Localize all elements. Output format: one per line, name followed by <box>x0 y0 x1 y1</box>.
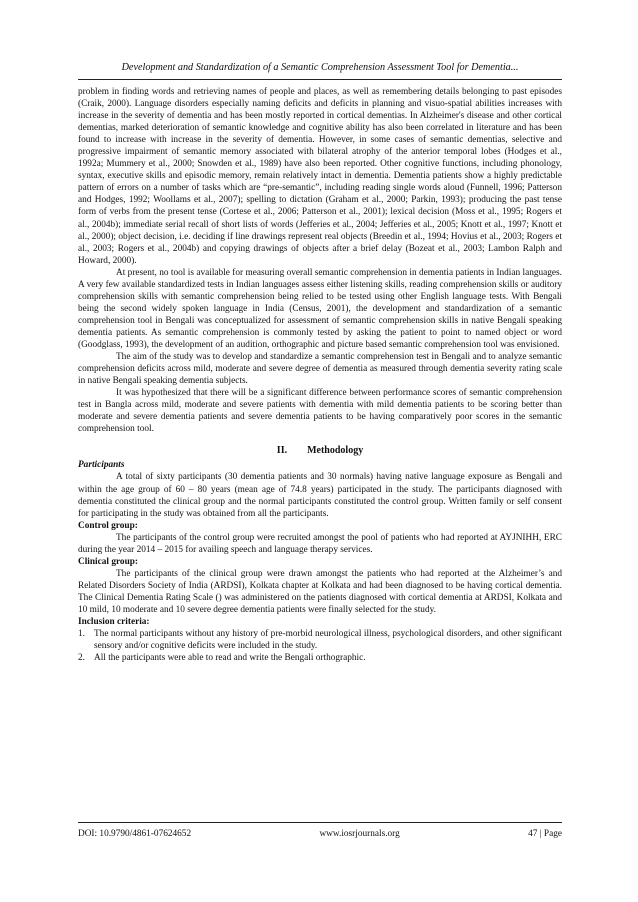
list-item-text: All the participants were able to read and write the Bengali orthographic. <box>94 653 366 664</box>
body-paragraph-4: It was hypothesized that there will be a significant difference between performance scores of semantic comprehension test in Bangla across mild, moderate and severe patients with dementia with mild dementia patients to be scoring better than moderate and severe dementia patients and severe dementia patients to be having comparatively poor scores in the semantic comprehension tool. <box>78 388 562 435</box>
inclusion-criteria-list <box>78 628 562 664</box>
participants-heading: Participants <box>78 460 125 471</box>
footer-page-number: 47 | Page <box>528 829 562 839</box>
footer-divider <box>78 822 562 823</box>
list-item-number: 2. <box>78 653 85 664</box>
footer-doi: DOI: 10.9790/4861-07624652 <box>78 829 192 839</box>
section-heading-methodology: II. Methodology <box>276 445 364 457</box>
running-header: Development and Standardization of a Semantic Comprehension Assessment Tool for Dementia... <box>121 62 519 73</box>
list-item <box>78 652 562 664</box>
body-paragraph-3: The aim of the study was to develop and standardize a semantic comprehension test in Bengali and to analyze semantic comprehension deficits across mild, moderate and severe degree of dementia as measured through dementia severity rating scale in native Bengali speaking dementia subjects. <box>78 352 562 387</box>
participants-paragraph: A total of sixty participants (30 dementia patients and 30 normals) having native language exposure as Bengali and within the age group of 60 – 80 years (mean age of 74.8 years) participated in the study. The participants diagnosed with dementia constituted the clinical group and the normal participants constituted the control group. Written family or self consent for participating in the study was obtained from all the participants. <box>78 472 562 519</box>
control-group-paragraph: The participants of the control group were recruited amongst the pool of patients who had reported at AYJNIHH, ERC during the year 2014 – 2015 for availing speech and language therapy services. <box>78 532 562 555</box>
clinical-group-paragraph: The participants of the clinical group were drawn amongst the patients who had reported at the Alzheimer’s and Related Disorders Society of India (ARDSI), Kolkata chapter at Kolkata and had been diagnosed to be having cortical dementia. The Clinical Dementia Rating Scale () was administered on the patients diagnosed with cortical dementia at ARDSI, Kolkata and 10 mild, 10 moderate and 10 severe degree dementia patients were finally selected for the study. <box>78 568 562 615</box>
list-item <box>78 628 562 652</box>
control-group-heading: Control group: <box>78 520 138 531</box>
page-footer <box>78 829 562 839</box>
header-divider <box>78 79 562 80</box>
clinical-group-heading: Clinical group: <box>78 556 139 567</box>
article-body <box>78 86 562 664</box>
list-item-number: 1. <box>78 629 85 640</box>
body-paragraph-2: At present, no tool is available for measuring overall semantic comprehension in dementia patients in Indian languages. A very few available standardized tests in Indian languages assess either listening skills, reading comprehension skills or auditory comprehension skills with semantic comprehension being relied to be tested using other English language tests. With Bengali being the second widely spoken language in India (Census, 2001), the development and standardization of a semantic comprehension tool in Bengali was conceptualized for assessment of semantic comprehension skills in native Bengali speaking dementia patients. As semantic comprehension is commonly tested by asking the patient to point to named object or word (Goodglass, 1993), the development of an audition, orthographic and picture based semantic comprehension tool was envisioned. <box>78 267 562 350</box>
inclusion-criteria-heading: Inclusion criteria: <box>78 617 150 628</box>
list-item-text: The normal participants without any history of pre-morbid neurological illness, psychological disorders, and other significant sensory and/or cognitive deficits were included in the study. <box>94 629 562 652</box>
body-paragraph-1: problem in finding words and retrieving names of people and places, as well as remembering details belonging to past episodes (Craik, 2000). Language disorders especially naming deficits and deficits in planning and visuo-spatial abilities increases with increase in the severity of dementia and has been mostly reported in cortical dementias. In Alzheimer's disease and other cortical dementias, marked deterioration of semantic knowledge and cognitive ability has also been correlated in literature and has been found to increase with increase in the severity of dementia. However, in some cases of semantic dementias, selective and progressive impairment of semantic memory associated with bilateral atrophy of the anterior temporal lobes (Hodges et al., 1992a; Mummery et al., 2000; Snowden et al., 1989) have also been reported. Other cognitive functions, including phonology, syntax, executive skills and episodic memory, remain relatively intact in dementia. Dementia patients show a highly predictable pattern of errors on a number of tasks which are “pre-semantic”, including reading single words aloud (Funnell, 1996; Patterson and Hodges, 1992; Woollams et al., 2007); spelling to dictation (Graham et al., 2000; Parkin, 1993); producing the past tense form of verbs from the present tense (Cortese et al., 2006; Patterson et al., 2001); lexical decision (Moss et al., 1995; Rogers et al., 2004b); immediate serial recall of short lists of words (Jefferies et al., 2004; Jefferies et al., 2005; Knott et al., 1997; Knott et al., 2000); object decision, i.e. deciding if line drawings represent real objects (Breedin et al., 1994; Hovius et al., 2003; Rogers et al., 2003; Rogers et al., 2004b) and copying drawings of objects after a brief delay (Bozeat et al., 2003; Lambon Ralph and Howard, 2000). <box>78 87 562 266</box>
footer-website: www.iosrjournals.org <box>319 829 400 839</box>
